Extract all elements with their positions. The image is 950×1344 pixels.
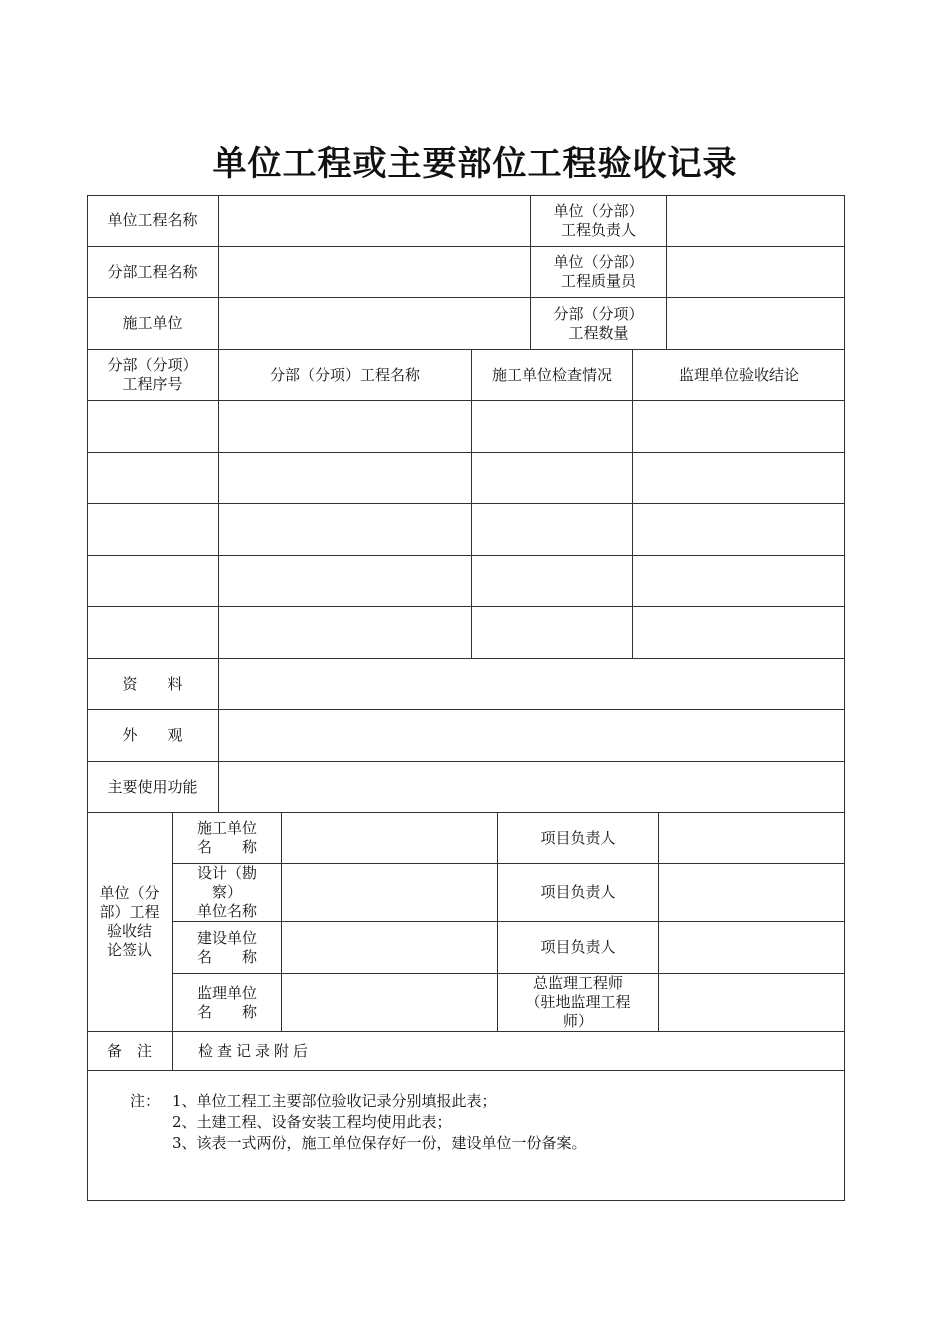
construction-unit-name-field[interactable] <box>282 813 497 863</box>
note-item: 2、土建工程、设备安装工程均使用此表； <box>172 1113 452 1131</box>
page-title: 单位工程或主要部位工程验收记录 <box>212 144 738 184</box>
project-leader-field[interactable] <box>659 813 845 863</box>
column-header-seq: 分部（分项） 工程序号 <box>107 356 198 393</box>
note-item: 1、单位工程工主要部位验收记录分别填报此表； <box>172 1092 497 1110</box>
table-cell-check[interactable] <box>472 401 632 452</box>
table-cell-seq[interactable] <box>87 556 218 606</box>
supervision-unit-name-field[interactable] <box>282 974 497 1031</box>
construction-unit-name-label: 施工单位 名 称 <box>196 819 257 856</box>
unit-project-name-label: 单位工程名称 <box>107 211 198 229</box>
table-cell-name[interactable] <box>219 453 471 503</box>
table-cell-seq[interactable] <box>87 453 218 503</box>
chief-supervisor-label: 总监理工程师 （驻地监理工程 师） <box>525 974 631 1030</box>
project-leader-field[interactable] <box>659 864 845 921</box>
construction-unit-field[interactable] <box>219 298 530 349</box>
chief-supervisor-field[interactable] <box>659 974 845 1031</box>
project-leader-label: 项目负责人 <box>540 883 616 901</box>
signoff-group-label: 单位（分 部）工程 验收结 论签认 <box>99 884 160 959</box>
quality-officer-field[interactable] <box>667 247 845 297</box>
sub-project-name-label: 分部工程名称 <box>107 262 198 281</box>
table-cell-seq[interactable] <box>87 607 218 658</box>
project-leader-field[interactable] <box>659 922 845 973</box>
owner-unit-name-field[interactable] <box>282 922 497 973</box>
table-cell-name[interactable] <box>219 504 471 555</box>
main-function-label: 主要使用功能 <box>107 777 198 796</box>
notes-prefix: 注： <box>130 1092 161 1110</box>
note-item: 3、该表一式两份，施工单位保存好一份，建设单位一份备案。 <box>172 1134 587 1152</box>
appearance-field[interactable] <box>219 710 845 761</box>
remarks-value: 检查记录附后 <box>198 1041 313 1060</box>
table-cell-seq[interactable] <box>87 504 218 555</box>
appearance-label: 外 观 <box>122 726 183 744</box>
table-cell-check[interactable] <box>472 607 632 658</box>
table-cell-conclusion[interactable] <box>633 556 845 606</box>
table-cell-check[interactable] <box>472 453 632 503</box>
remarks-label: 备 注 <box>106 1041 152 1060</box>
table-cell-conclusion[interactable] <box>633 401 845 452</box>
table-cell-seq[interactable] <box>87 401 218 452</box>
column-header-construction-check: 施工单位检查情况 <box>491 365 612 384</box>
column-header-supervision-conclusion: 监理单位验收结论 <box>678 365 799 384</box>
quality-officer-label: 单位（分部） 工程质量员 <box>553 253 644 290</box>
sub-item-quantity-label: 分部（分项） 工程数量 <box>553 304 644 342</box>
documents-field[interactable] <box>219 659 845 709</box>
table-cell-name[interactable] <box>219 607 471 658</box>
table-cell-check[interactable] <box>472 504 632 555</box>
column-header-item-name: 分部（分项）工程名称 <box>269 365 420 384</box>
unit-leader-field[interactable] <box>667 195 845 246</box>
project-leader-label: 项目负责人 <box>540 828 616 847</box>
project-leader-label: 项目负责人 <box>540 938 616 956</box>
unit-leader-label: 单位（分部） 工程负责人 <box>553 201 644 239</box>
owner-unit-name-label: 建设单位 名 称 <box>196 928 257 966</box>
documents-label: 资 料 <box>122 674 183 693</box>
construction-unit-label: 施工单位 <box>122 314 183 332</box>
supervision-unit-name-label: 监理单位 名 称 <box>196 983 257 1021</box>
table-cell-conclusion[interactable] <box>633 453 845 503</box>
table-cell-check[interactable] <box>472 556 632 606</box>
design-unit-name-label: 设计（勘 察） 单位名称 <box>196 864 257 920</box>
row-divider <box>87 1070 845 1071</box>
table-cell-conclusion[interactable] <box>633 504 845 555</box>
sub-project-name-field[interactable] <box>219 247 530 297</box>
sub-item-quantity-field[interactable] <box>667 298 845 349</box>
design-unit-name-field[interactable] <box>282 864 497 921</box>
unit-project-name-field[interactable] <box>219 195 530 246</box>
table-cell-name[interactable] <box>219 401 471 452</box>
table-cell-conclusion[interactable] <box>633 607 845 658</box>
main-function-field[interactable] <box>219 762 845 812</box>
table-cell-name[interactable] <box>219 556 471 606</box>
